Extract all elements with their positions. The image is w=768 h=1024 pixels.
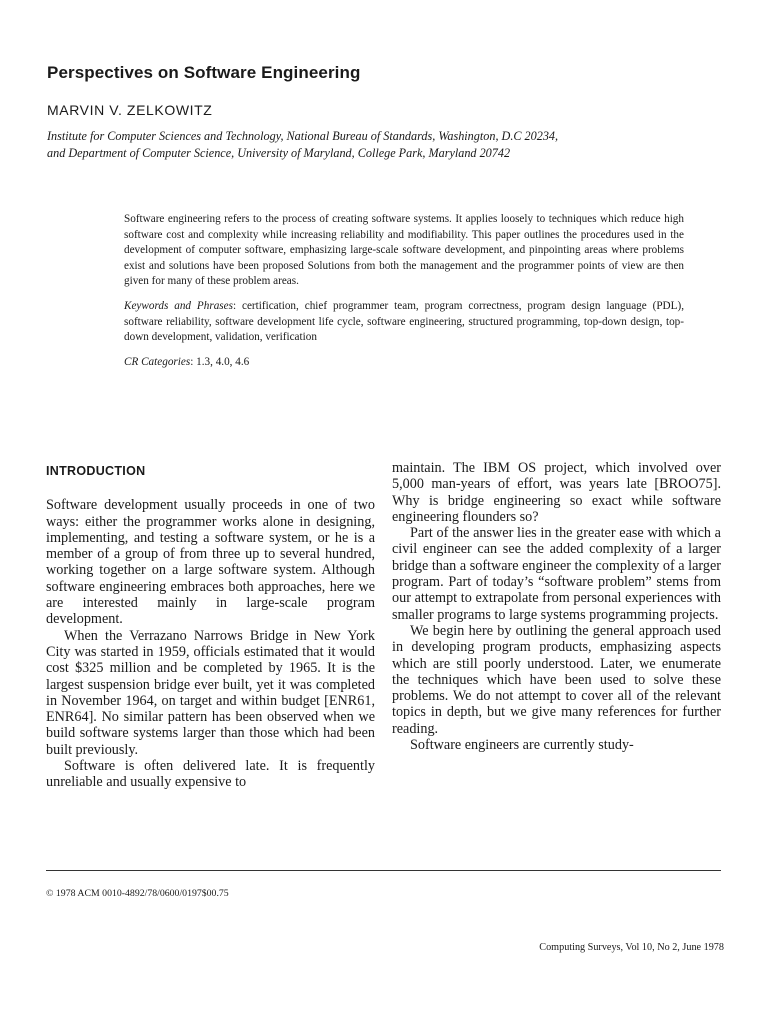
author-name: MARVIN V. ZELKOWITZ bbox=[47, 102, 213, 118]
abstract-text: Software engineering refers to the process of creating software systems. It applies loosely to techniques which reduce high software cost and complexity while increasing reliability and modifiability. This paper outlines the procedures used in the development of computer software, emphasizing large-scale software development, and pinpointing areas where problems exist and solutions have been proposed Solutions from both the management and the programmer points of view are then given for many of these problem areas. bbox=[124, 213, 684, 288]
body-column-left bbox=[46, 460, 375, 791]
body-paragraph: Software is often delivered late. It is frequently unreliable and usually expensive to bbox=[46, 758, 375, 791]
cr-categories: CR Categories: 1.3, 4.0, 4.6 bbox=[124, 355, 250, 368]
footer-divider bbox=[46, 870, 721, 871]
cr-categories-label: CR Categories bbox=[124, 355, 191, 368]
journal-citation: Computing Surveys, Vol 10, No 2, June 1978 bbox=[539, 942, 724, 953]
body-paragraph: Software development usually proceeds in one of two ways: either the programmer works alone in designing, implementing, and testing a software system, or he is a member of a group of from three up to several hundred, working together on a large software system. Although software engineering embraces both approaches, here we are interested mainly in large-scale program development. bbox=[46, 497, 375, 628]
keywords-label: Keywords and Phrases bbox=[124, 299, 233, 312]
paper-title: Perspectives on Software Engineering bbox=[47, 63, 361, 82]
copyright-notice: © 1978 ACM 0010-4892/78/0600/0197$00.75 bbox=[46, 888, 229, 899]
affiliation-line-2: and Department of Computer Science, University of Maryland, College Park, Maryland 20742 bbox=[47, 146, 511, 160]
body-paragraph: maintain. The IBM OS project, which involved over 5,000 man-years of effort, was years late [BROO75]. Why is bridge engineering so exact while software engineering flounders so? bbox=[392, 460, 721, 525]
cr-categories-values: 1.3, 4.0, 4.6 bbox=[196, 355, 250, 368]
body-paragraph: When the Verrazano Narrows Bridge in New York City was started in 1959, officials estimated that it would cost $325 million and be completed by 1965. It is the largest suspension bridge ever built, yet it was completed in November 1964, on target and within budget [ENR61, ENR64]. No similar pattern has been observed when we build software systems larger than those which had been built previously. bbox=[46, 627, 375, 758]
keywords-list: certification, chief programmer team, program correctness, program design language (PDL), software reliability, software development life cycle, software engineering, structured programming, top-down design, top-down development, validation, verification bbox=[124, 299, 684, 344]
author-affiliation bbox=[47, 128, 747, 162]
body-paragraph: Software engineers are currently study- bbox=[410, 737, 634, 754]
affiliation-line-1: Institute for Computer Sciences and Technology, National Bureau of Standards, Washington, D.C 20234, bbox=[47, 129, 559, 143]
abstract bbox=[124, 212, 684, 370]
section-heading-introduction: INTRODUCTION bbox=[46, 464, 146, 478]
body-paragraph: We begin here by outlining the general approach used in developing program products, emphasizing aspects which are still poorly understood. Later, we enumerate the techniques which have been used to solve these problems. We do not attempt to cover all of the relevant topics in depth, but we give many references for further reading. bbox=[392, 622, 721, 737]
body-column-right bbox=[392, 460, 721, 753]
keywords: Keywords and Phrases: certification, chief programmer team, program correctness, program design language (PDL), software reliability, software development life cycle, software engineering, structured programming, top-down design, top-down development, validation, verification bbox=[124, 299, 684, 344]
body-paragraph: Part of the answer lies in the greater ease with which a civil engineer can see the added complexity of a larger bridge than a software engineer the complexity of a larger program. Part of today’s “software problem” stems from our attempt to extrapolate from personal experiences with smaller programs to large systems programming projects. bbox=[392, 525, 721, 623]
